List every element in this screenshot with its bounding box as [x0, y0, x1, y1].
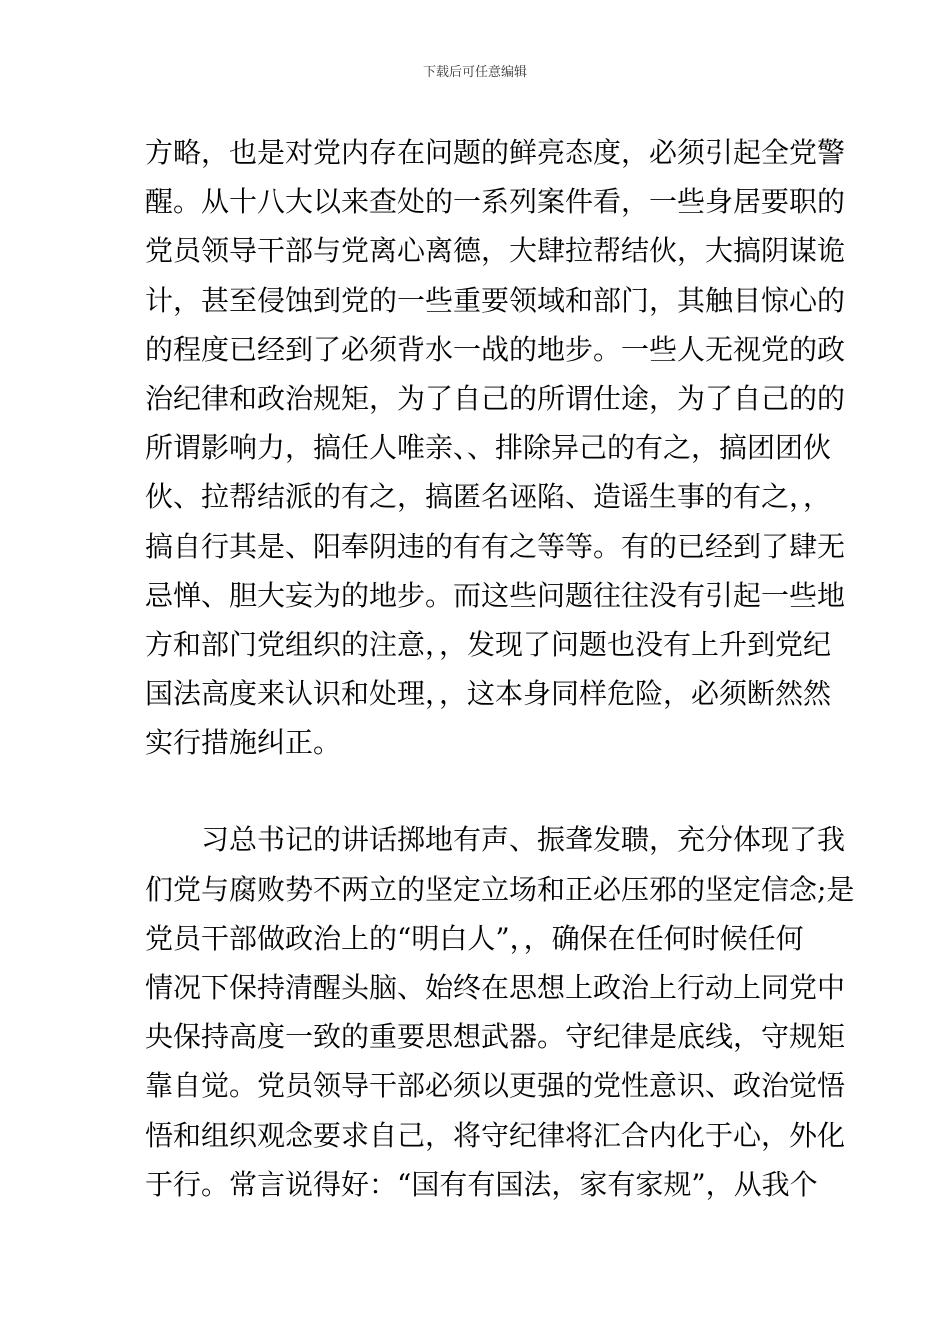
text-line: 党员领导干部与党离心离德，大肆拉帮结伙，大搞阴谋诡 — [145, 234, 846, 268]
text-line: 实行措施纠正。 — [145, 726, 342, 760]
text-line-first: 习总书记的讲话掷地有声、振聋发聩，充分体现了我 — [201, 823, 846, 857]
document-body — [145, 128, 855, 1209]
text-line: 醒。从十八大以来查处的一系列案件看，一些身居要职的 — [145, 185, 846, 219]
paragraph-2 — [145, 815, 855, 1209]
text-line: 治纪律和政治规矩，为了自己的所谓仕途，为了自己的的 — [145, 381, 846, 415]
text-line: 央保持高度一致的重要思想武器。守纪律是底线，守规矩 — [145, 1020, 846, 1054]
text-line: 方和部门党组织的注意，，发现了问题也没有上升到党纪 — [145, 627, 832, 661]
text-line: 所谓影响力，搞任人唯亲、、排除异己的有之，搞团团伙 — [145, 431, 832, 465]
paragraph-1 — [145, 128, 846, 767]
text-line: 伙、拉帮结派的有之，搞匿名诬陷、造谣生事的有之，， — [145, 480, 832, 514]
text-line: 国法高度来认识和处理，，这本身同样危险，必须断然然 — [145, 677, 832, 711]
text-line: 计，甚至侵蚀到党的一些重要领域和部门，其触目惊心的 — [145, 283, 846, 317]
text-line: 于行。常言说得好：“国有有国法，家有家规”，从我个 — [145, 1167, 818, 1201]
text-line: 搞自行其是、阳奉阴违的有有之等等。有的已经到了肆无 — [145, 529, 846, 563]
text-line: 党员干部做政治上的“明白人”，，确保在任何时候任何 — [145, 921, 804, 955]
paragraph-spacer — [145, 767, 805, 815]
text-line: 忌惮、胆大妄为的地步。而这些问题往往没有引起一些地 — [145, 578, 846, 612]
text-line: 悟和组织观念要求自己，将守纪律将汇合内化于心，外化 — [145, 1118, 846, 1152]
text-line: 的程度已经到了必须背水一战的地步。一些人无视党的政 — [145, 332, 846, 366]
text-line: 情况下保持清醒头脑、始终在思想上政治上行动上同党中 — [145, 971, 846, 1004]
text-line: 靠自觉。党员领导干部必须以更强的党性意识、政治觉悟 — [145, 1069, 846, 1103]
page-header: 下载后可任意编辑 — [422, 65, 527, 80]
text-line: 方略，也是对党内存在问题的鲜亮态度，必须引起全党警 — [145, 136, 846, 169]
text-line: 们党与腐败势不两立的坚定立场和正必压邪的坚定信念;是 — [145, 872, 855, 906]
